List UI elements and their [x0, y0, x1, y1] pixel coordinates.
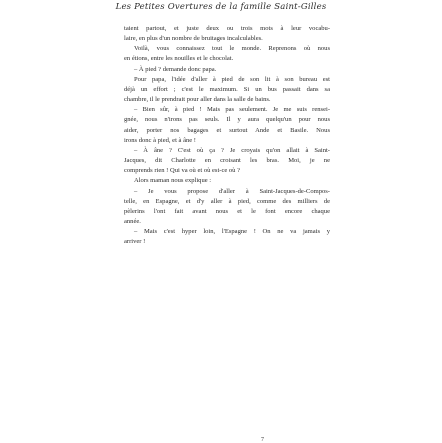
text-line: chambre, il le prendrait pour aller dans la salle de bains.	[124, 96, 271, 104]
text-line: gnée, nous n'irons pas seuls. Il y aura quelqu'un pour nous	[124, 116, 330, 124]
text-line: – Bien sûr, à pied ! Mais pas seulement. Je me suis rensei-	[134, 106, 330, 114]
text-line: pèlerins l'ont fait avant nous et le font encore chaque	[124, 207, 330, 215]
page-number: 7	[261, 437, 264, 443]
text-line: Voilà, vous connaissez tout le monde. Reprenons où nous	[134, 45, 330, 53]
text-line: année.	[124, 217, 141, 225]
text-line: comprends rien ! Qui va où et où est-ce où ?	[124, 167, 240, 175]
text-line: Alors maman nous explique :	[134, 177, 212, 185]
text-line: – Je vous propose d'aller à Saint-Jacques-de-Compos-	[134, 187, 330, 195]
text-line: – À pied ? demande donc papa.	[134, 65, 217, 73]
text-line: Pour papa, l'idée d'aller à pied de son lit à son bureau est	[134, 75, 330, 83]
text-line: laire, en plus d'un nombre de bruitages incalculables.	[124, 35, 263, 43]
text-line: – Mais c'est hyper loin, l'Espagne ! On ne va jamais y	[134, 228, 330, 236]
text-line: – À âne ? C'est où ça ? Je croyais qu'on allait à Saint-	[134, 146, 330, 154]
text-line: en étions, entre les nouilles et le chocolat.	[124, 55, 234, 63]
body-text	[124, 24, 330, 247]
text-line: Jacques, dit Charlotte en croisant les bras. Moi, je ne	[124, 157, 330, 165]
text-line: aider, porter nos bagages et surtout Ande et Basile. Nous	[124, 126, 330, 134]
text-line: arriver !	[124, 238, 146, 246]
text-line: taient partout, et juste deux ou trois mots à leur vocabu-	[124, 25, 330, 32]
text-line: déjà un effort ; c'est le maximum. Si un bus passait dans sa	[124, 85, 330, 93]
running-head: Les Petites Overtures de la famille Saint-Gilles	[115, 2, 327, 12]
text-line: irons donc à pied, et à âne !	[124, 136, 196, 144]
text-line: telle, en Espagne, et d'y aller à pied, comme des milliers de	[124, 197, 330, 205]
